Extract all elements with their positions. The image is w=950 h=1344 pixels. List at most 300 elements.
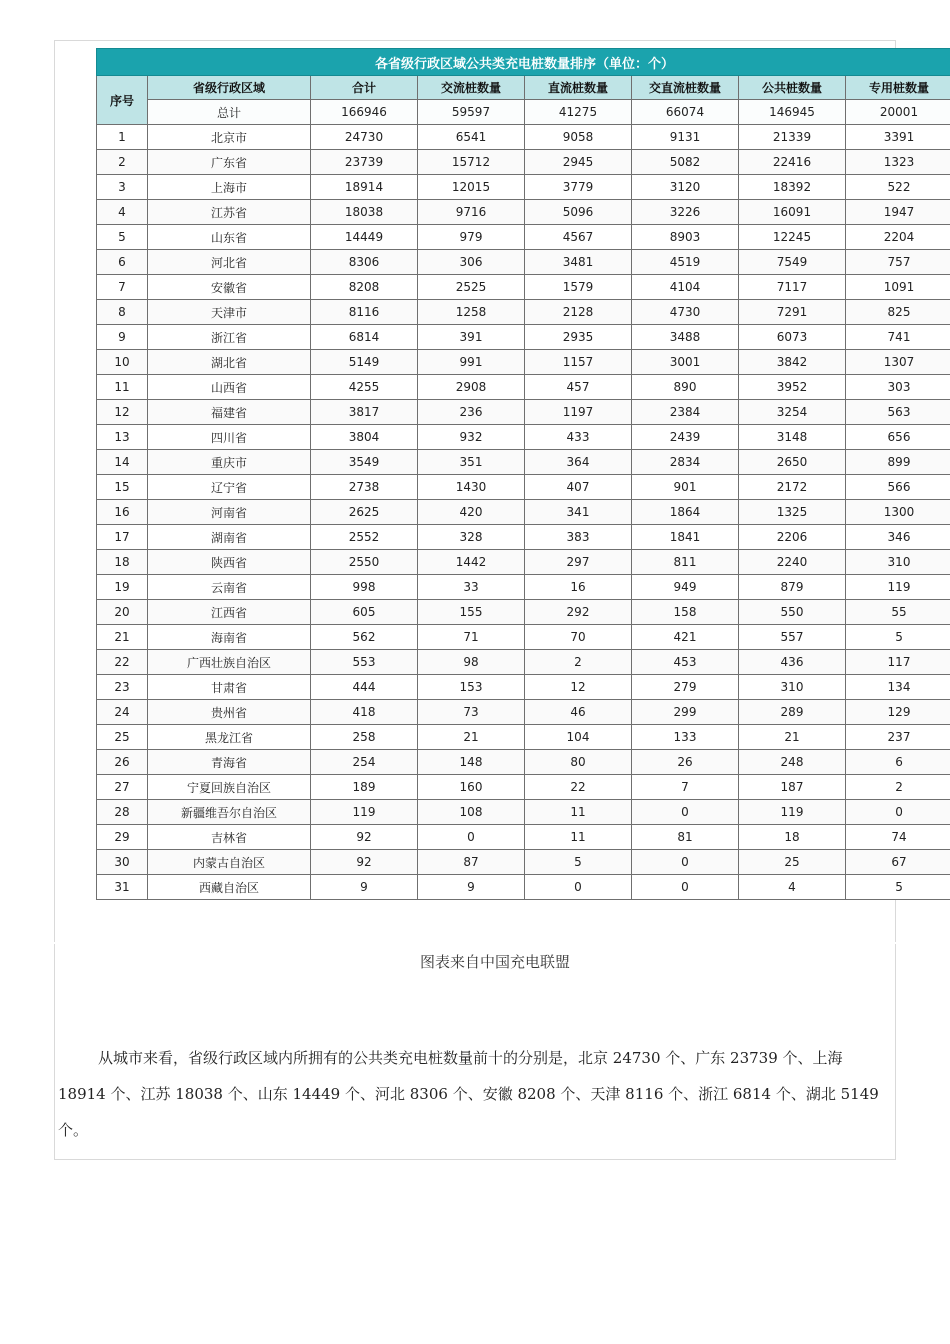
value-cell: 21 — [418, 725, 525, 750]
value-cell: 3952 — [739, 375, 846, 400]
value-cell: 4519 — [632, 250, 739, 275]
col-header-total: 合计 — [311, 76, 418, 100]
col-header-acdc: 交直流桩数量 — [632, 76, 739, 100]
table-row — [97, 250, 950, 275]
value-cell: 9131 — [632, 125, 739, 150]
value-cell: 899 — [846, 450, 950, 475]
row-index-cell: 31 — [97, 875, 148, 900]
value-cell: 71 — [418, 625, 525, 650]
table-row — [97, 475, 950, 500]
table-row — [97, 625, 950, 650]
row-index-cell: 30 — [97, 850, 148, 875]
value-cell: 1300 — [846, 500, 950, 525]
region-name-cell: 山西省 — [148, 375, 311, 400]
table-row — [97, 225, 950, 250]
value-cell: 12015 — [418, 175, 525, 200]
value-cell: 16 — [525, 575, 632, 600]
value-cell: 33 — [418, 575, 525, 600]
paragraph-line: 从城市来看，省级行政区域内所拥有的公共类充电桩数量前十的分别是，北京 24730 个、广东 23739 个、上海 — [98, 1049, 843, 1067]
value-cell: 553 — [311, 650, 418, 675]
value-cell: 2172 — [739, 475, 846, 500]
value-cell: 7549 — [739, 250, 846, 275]
value-cell: 1841 — [632, 525, 739, 550]
value-cell: 2935 — [525, 325, 632, 350]
region-name-cell: 江苏省 — [148, 200, 311, 225]
value-cell: 306 — [418, 250, 525, 275]
table-row — [97, 175, 950, 200]
row-index-cell: 9 — [97, 325, 148, 350]
row-index-cell: 29 — [97, 825, 148, 850]
region-name-cell: 安徽省 — [148, 275, 311, 300]
value-cell: 133 — [632, 725, 739, 750]
value-cell: 70 — [525, 625, 632, 650]
value-cell: 129 — [846, 700, 950, 725]
table-row — [97, 300, 950, 325]
value-cell: 3804 — [311, 425, 418, 450]
value-cell: 383 — [525, 525, 632, 550]
row-index-cell: 13 — [97, 425, 148, 450]
value-cell: 11 — [525, 800, 632, 825]
value-cell: 3779 — [525, 175, 632, 200]
region-name-cell: 贵州省 — [148, 700, 311, 725]
region-name-cell: 内蒙古自治区 — [148, 850, 311, 875]
value-cell: 155 — [418, 600, 525, 625]
value-cell: 979 — [418, 225, 525, 250]
value-cell: 8306 — [311, 250, 418, 275]
value-cell: 4255 — [311, 375, 418, 400]
table-row — [97, 650, 950, 675]
region-name-cell: 西藏自治区 — [148, 875, 311, 900]
region-name-cell: 广西壮族自治区 — [148, 650, 311, 675]
value-cell: 22416 — [739, 150, 846, 175]
value-cell: 3488 — [632, 325, 739, 350]
value-cell: 562 — [311, 625, 418, 650]
value-cell: 6073 — [739, 325, 846, 350]
value-cell: 3842 — [739, 350, 846, 375]
value-cell: 444 — [311, 675, 418, 700]
region-name-cell: 北京市 — [148, 125, 311, 150]
value-cell: 119 — [311, 800, 418, 825]
row-index-cell: 14 — [97, 450, 148, 475]
row-index-cell: 4 — [97, 200, 148, 225]
value-cell: 420 — [418, 500, 525, 525]
value-cell: 1091 — [846, 275, 950, 300]
value-cell: 2204 — [846, 225, 950, 250]
value-cell: 67 — [846, 850, 950, 875]
value-cell: 7 — [632, 775, 739, 800]
table-row — [97, 675, 950, 700]
value-cell: 932 — [418, 425, 525, 450]
value-cell: 189 — [311, 775, 418, 800]
region-name-cell: 青海省 — [148, 750, 311, 775]
value-cell: 605 — [311, 600, 418, 625]
value-cell: 26 — [632, 750, 739, 775]
row-index-cell: 17 — [97, 525, 148, 550]
region-name-cell: 浙江省 — [148, 325, 311, 350]
value-cell: 279 — [632, 675, 739, 700]
value-cell: 6814 — [311, 325, 418, 350]
value-cell: 421 — [632, 625, 739, 650]
table-row — [97, 575, 950, 600]
value-cell: 14449 — [311, 225, 418, 250]
table-row — [97, 700, 950, 725]
row-index-cell: 3 — [97, 175, 148, 200]
row-index-cell: 26 — [97, 750, 148, 775]
value-cell: 4 — [739, 875, 846, 900]
table-row — [97, 500, 950, 525]
value-cell: 2834 — [632, 450, 739, 475]
value-cell: 92 — [311, 825, 418, 850]
value-cell: 5082 — [632, 150, 739, 175]
value-cell: 153 — [418, 675, 525, 700]
value-cell: 557 — [739, 625, 846, 650]
table-row — [97, 200, 950, 225]
row-index-cell: 6 — [97, 250, 148, 275]
frame-divider — [54, 942, 896, 944]
value-cell: 119 — [739, 800, 846, 825]
value-cell: 8208 — [311, 275, 418, 300]
region-name-cell: 黑龙江省 — [148, 725, 311, 750]
value-cell: 12 — [525, 675, 632, 700]
value-cell: 2439 — [632, 425, 739, 450]
value-cell: 949 — [632, 575, 739, 600]
row-index-cell: 18 — [97, 550, 148, 575]
value-cell: 160 — [418, 775, 525, 800]
paragraph-line: 个。 — [58, 1121, 89, 1139]
value-cell: 18392 — [739, 175, 846, 200]
value-cell: 8116 — [311, 300, 418, 325]
table-body — [97, 125, 950, 900]
table-row — [97, 275, 950, 300]
value-cell: 2550 — [311, 550, 418, 575]
value-cell: 5149 — [311, 350, 418, 375]
col-header-public: 公共桩数量 — [739, 76, 846, 100]
region-name-cell: 天津市 — [148, 300, 311, 325]
value-cell: 7117 — [739, 275, 846, 300]
value-cell: 1864 — [632, 500, 739, 525]
value-cell: 258 — [311, 725, 418, 750]
row-index-cell: 19 — [97, 575, 148, 600]
row-index-cell: 5 — [97, 225, 148, 250]
value-cell: 254 — [311, 750, 418, 775]
row-index-cell: 16 — [97, 500, 148, 525]
value-cell: 117 — [846, 650, 950, 675]
value-cell: 2384 — [632, 400, 739, 425]
col-header-index: 序号 — [97, 76, 148, 125]
region-name-cell: 吉林省 — [148, 825, 311, 850]
value-cell: 2206 — [739, 525, 846, 550]
value-cell: 25 — [739, 850, 846, 875]
value-cell: 22 — [525, 775, 632, 800]
region-name-cell: 山东省 — [148, 225, 311, 250]
value-cell: 24730 — [311, 125, 418, 150]
value-cell: 998 — [311, 575, 418, 600]
row-index-cell: 12 — [97, 400, 148, 425]
value-cell: 2650 — [739, 450, 846, 475]
figure-caption: 图表来自中国充电联盟 — [419, 953, 570, 971]
value-cell: 566 — [846, 475, 950, 500]
value-cell: 55 — [846, 600, 950, 625]
value-cell: 3481 — [525, 250, 632, 275]
value-cell: 1442 — [418, 550, 525, 575]
value-cell: 0 — [846, 800, 950, 825]
value-cell: 328 — [418, 525, 525, 550]
region-name-cell: 宁夏回族自治区 — [148, 775, 311, 800]
value-cell: 236 — [418, 400, 525, 425]
value-cell: 1157 — [525, 350, 632, 375]
value-cell: 346 — [846, 525, 950, 550]
region-name-cell: 河北省 — [148, 250, 311, 275]
row-index-cell: 27 — [97, 775, 148, 800]
table-row — [97, 425, 950, 450]
value-cell: 9 — [311, 875, 418, 900]
value-cell: 3001 — [632, 350, 739, 375]
total-label: 总计 — [148, 100, 311, 125]
region-name-cell: 甘肃省 — [148, 675, 311, 700]
value-cell: 18 — [739, 825, 846, 850]
region-name-cell: 江西省 — [148, 600, 311, 625]
value-cell: 656 — [846, 425, 950, 450]
value-cell: 98 — [418, 650, 525, 675]
value-cell: 2738 — [311, 475, 418, 500]
region-name-cell: 上海市 — [148, 175, 311, 200]
value-cell: 4567 — [525, 225, 632, 250]
row-index-cell: 20 — [97, 600, 148, 625]
value-cell: 0 — [632, 875, 739, 900]
row-index-cell: 2 — [97, 150, 148, 175]
value-cell: 407 — [525, 475, 632, 500]
row-index-cell: 8 — [97, 300, 148, 325]
value-cell: 364 — [525, 450, 632, 475]
row-index-cell: 10 — [97, 350, 148, 375]
value-cell: 248 — [739, 750, 846, 775]
value-cell: 303 — [846, 375, 950, 400]
value-cell: 522 — [846, 175, 950, 200]
value-cell: 1947 — [846, 200, 950, 225]
value-cell: 12245 — [739, 225, 846, 250]
value-cell: 6541 — [418, 125, 525, 150]
value-cell: 292 — [525, 600, 632, 625]
value-cell: 73 — [418, 700, 525, 725]
value-cell: 825 — [846, 300, 950, 325]
value-cell: 341 — [525, 500, 632, 525]
value-cell: 2625 — [311, 500, 418, 525]
table-row — [97, 875, 950, 900]
region-name-cell: 福建省 — [148, 400, 311, 425]
value-cell: 4104 — [632, 275, 739, 300]
value-cell: 890 — [632, 375, 739, 400]
table-row — [97, 850, 950, 875]
value-cell: 1579 — [525, 275, 632, 300]
value-cell: 0 — [525, 875, 632, 900]
table-row — [97, 125, 950, 150]
region-name-cell: 海南省 — [148, 625, 311, 650]
row-index-cell: 24 — [97, 700, 148, 725]
value-cell: 2552 — [311, 525, 418, 550]
value-cell: 15712 — [418, 150, 525, 175]
value-cell: 2128 — [525, 300, 632, 325]
table-row — [97, 825, 950, 850]
total-value: 41275 — [525, 100, 632, 125]
value-cell: 289 — [739, 700, 846, 725]
value-cell: 1325 — [739, 500, 846, 525]
col-header-dc: 直流桩数量 — [525, 76, 632, 100]
col-header-ac: 交流桩数量 — [418, 76, 525, 100]
value-cell: 297 — [525, 550, 632, 575]
value-cell: 119 — [846, 575, 950, 600]
value-cell: 3226 — [632, 200, 739, 225]
value-cell: 1258 — [418, 300, 525, 325]
value-cell: 3120 — [632, 175, 739, 200]
value-cell: 158 — [632, 600, 739, 625]
value-cell: 310 — [846, 550, 950, 575]
value-cell: 5 — [846, 875, 950, 900]
value-cell: 108 — [418, 800, 525, 825]
value-cell: 134 — [846, 675, 950, 700]
value-cell: 16091 — [739, 200, 846, 225]
charging-pile-table — [96, 48, 950, 900]
value-cell: 7291 — [739, 300, 846, 325]
value-cell: 299 — [632, 700, 739, 725]
value-cell: 433 — [525, 425, 632, 450]
value-cell: 0 — [632, 850, 739, 875]
value-cell: 237 — [846, 725, 950, 750]
region-name-cell: 四川省 — [148, 425, 311, 450]
table-row — [97, 775, 950, 800]
value-cell: 879 — [739, 575, 846, 600]
value-cell: 3391 — [846, 125, 950, 150]
value-cell: 81 — [632, 825, 739, 850]
table-row — [97, 375, 950, 400]
value-cell: 811 — [632, 550, 739, 575]
region-name-cell: 新疆维吾尔自治区 — [148, 800, 311, 825]
col-header-private: 专用桩数量 — [846, 76, 950, 100]
value-cell: 550 — [739, 600, 846, 625]
value-cell: 9058 — [525, 125, 632, 150]
value-cell: 5 — [525, 850, 632, 875]
table-row — [97, 350, 950, 375]
charging-pile-table-image — [96, 48, 950, 902]
table-row — [97, 400, 950, 425]
value-cell: 23739 — [311, 150, 418, 175]
value-cell: 453 — [632, 650, 739, 675]
value-cell: 2240 — [739, 550, 846, 575]
value-cell: 104 — [525, 725, 632, 750]
value-cell: 3817 — [311, 400, 418, 425]
body-paragraph — [58, 1040, 894, 1148]
value-cell: 21339 — [739, 125, 846, 150]
value-cell: 0 — [632, 800, 739, 825]
value-cell: 187 — [739, 775, 846, 800]
region-name-cell: 云南省 — [148, 575, 311, 600]
value-cell: 46 — [525, 700, 632, 725]
value-cell: 991 — [418, 350, 525, 375]
value-cell: 21 — [739, 725, 846, 750]
value-cell: 18914 — [311, 175, 418, 200]
value-cell: 1430 — [418, 475, 525, 500]
region-name-cell: 湖南省 — [148, 525, 311, 550]
row-index-cell: 21 — [97, 625, 148, 650]
region-name-cell: 重庆市 — [148, 450, 311, 475]
table-row — [97, 800, 950, 825]
row-index-cell: 11 — [97, 375, 148, 400]
row-index-cell: 25 — [97, 725, 148, 750]
value-cell: 0 — [418, 825, 525, 850]
value-cell: 1197 — [525, 400, 632, 425]
table-row — [97, 150, 950, 175]
value-cell: 2908 — [418, 375, 525, 400]
row-index-cell: 15 — [97, 475, 148, 500]
row-index-cell: 7 — [97, 275, 148, 300]
value-cell: 5 — [846, 625, 950, 650]
row-index-cell: 1 — [97, 125, 148, 150]
table-row — [97, 750, 950, 775]
value-cell: 418 — [311, 700, 418, 725]
value-cell: 2525 — [418, 275, 525, 300]
region-name-cell: 湖北省 — [148, 350, 311, 375]
col-header-region: 省级行政区域 — [148, 76, 311, 100]
value-cell: 74 — [846, 825, 950, 850]
value-cell: 11 — [525, 825, 632, 850]
value-cell: 87 — [418, 850, 525, 875]
value-cell: 310 — [739, 675, 846, 700]
table-row — [97, 600, 950, 625]
value-cell: 1323 — [846, 150, 950, 175]
row-index-cell: 23 — [97, 675, 148, 700]
value-cell: 901 — [632, 475, 739, 500]
row-index-cell: 22 — [97, 650, 148, 675]
table-title: 各省级行政区域公共类充电桩数量排序（单位：个） — [97, 49, 950, 76]
total-value: 166946 — [311, 100, 418, 125]
value-cell: 18038 — [311, 200, 418, 225]
table-row — [97, 525, 950, 550]
total-value: 59597 — [418, 100, 525, 125]
value-cell: 741 — [846, 325, 950, 350]
paragraph-line: 18914 个、江苏 18038 个、山东 14449 个、河北 8306 个、安徽 8208 个、天津 8116 个、浙江 6814 个、湖北 5149 — [58, 1085, 879, 1103]
value-cell: 92 — [311, 850, 418, 875]
row-index-cell: 28 — [97, 800, 148, 825]
value-cell: 457 — [525, 375, 632, 400]
region-name-cell: 辽宁省 — [148, 475, 311, 500]
value-cell: 351 — [418, 450, 525, 475]
value-cell: 757 — [846, 250, 950, 275]
region-name-cell: 陕西省 — [148, 550, 311, 575]
value-cell: 3549 — [311, 450, 418, 475]
value-cell: 3254 — [739, 400, 846, 425]
value-cell: 148 — [418, 750, 525, 775]
value-cell: 8903 — [632, 225, 739, 250]
value-cell: 80 — [525, 750, 632, 775]
region-name-cell: 广东省 — [148, 150, 311, 175]
value-cell: 4730 — [632, 300, 739, 325]
value-cell: 563 — [846, 400, 950, 425]
value-cell: 2 — [525, 650, 632, 675]
table-row — [97, 550, 950, 575]
value-cell: 1307 — [846, 350, 950, 375]
total-value: 66074 — [632, 100, 739, 125]
value-cell: 391 — [418, 325, 525, 350]
value-cell: 6 — [846, 750, 950, 775]
value-cell: 3148 — [739, 425, 846, 450]
value-cell: 9 — [418, 875, 525, 900]
total-value: 146945 — [739, 100, 846, 125]
value-cell: 9716 — [418, 200, 525, 225]
table-row — [97, 450, 950, 475]
region-name-cell: 河南省 — [148, 500, 311, 525]
total-value: 20001 — [846, 100, 950, 125]
table-row — [97, 325, 950, 350]
value-cell: 5096 — [525, 200, 632, 225]
